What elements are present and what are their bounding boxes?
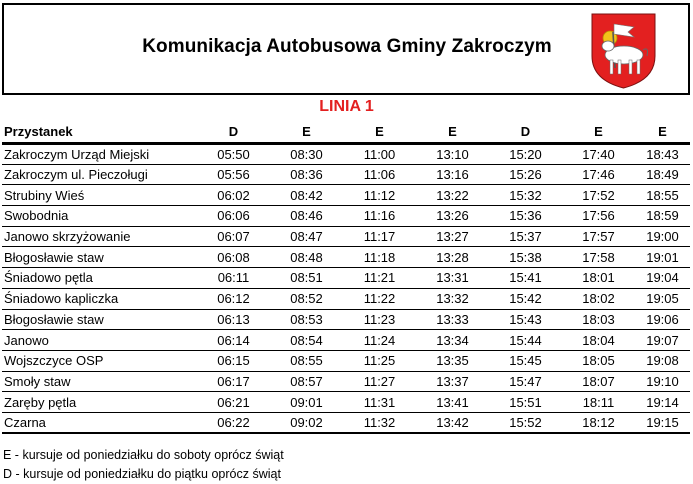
departure-time-cell: 06:21 xyxy=(217,394,250,410)
column-header: E xyxy=(375,124,384,139)
departure-time-cell: 17:58 xyxy=(582,249,615,265)
departure-time-cell: 13:33 xyxy=(436,311,469,327)
departure-time-cell: 18:02 xyxy=(582,291,615,307)
table-row xyxy=(2,288,690,309)
legend xyxy=(3,446,284,484)
departure-time-cell: 06:06 xyxy=(217,208,250,224)
departure-time-cell: 18:59 xyxy=(646,208,679,224)
departure-time-cell: 17:56 xyxy=(582,208,615,224)
departure-time-cell: 11:16 xyxy=(363,208,396,224)
departure-time-cell: 15:42 xyxy=(509,291,542,307)
stop-name-cell: Janowo xyxy=(4,332,49,348)
departure-time-cell: 19:00 xyxy=(646,229,679,245)
departure-time-cell: 15:32 xyxy=(509,187,542,203)
departure-time-cell: 15:52 xyxy=(509,415,542,431)
departure-time-cell: 18:05 xyxy=(582,353,615,369)
stop-name-cell: Błogosławie staw xyxy=(4,311,104,327)
departure-time-cell: 13:22 xyxy=(436,187,469,203)
departure-time-cell: 18:49 xyxy=(646,167,679,183)
table-row xyxy=(2,330,690,351)
departure-time-cell: 08:36 xyxy=(290,167,323,183)
departure-time-cell: 13:10 xyxy=(436,146,469,162)
departure-time-cell: 15:47 xyxy=(509,373,542,389)
departure-time-cell: 11:00 xyxy=(363,146,396,162)
departure-time-cell: 06:17 xyxy=(217,373,250,389)
departure-time-cell: 06:08 xyxy=(217,249,250,265)
departure-time-cell: 18:43 xyxy=(646,146,679,162)
departure-time-cell: 08:51 xyxy=(290,270,323,286)
departure-time-cell: 08:42 xyxy=(290,187,323,203)
stop-name-cell: Śniadowo pętla xyxy=(4,270,93,286)
departure-time-cell: 18:11 xyxy=(582,394,615,410)
departure-time-cell: 19:10 xyxy=(646,373,679,389)
column-header: E xyxy=(658,124,667,139)
departure-time-cell: 09:01 xyxy=(290,394,323,410)
table-row xyxy=(2,247,690,268)
column-header: D xyxy=(520,124,531,139)
departure-time-cell: 11:18 xyxy=(363,249,396,265)
departure-time-cell: 05:50 xyxy=(217,146,250,162)
departure-time-cell: 19:05 xyxy=(646,291,679,307)
departure-time-cell: 11:25 xyxy=(363,353,396,369)
departure-time-cell: 19:08 xyxy=(646,353,679,369)
departure-time-cell: 08:52 xyxy=(290,291,323,307)
departure-time-cell: 18:03 xyxy=(582,311,615,327)
stop-name-cell: Zaręby pętla xyxy=(4,394,77,410)
departure-time-cell: 09:02 xyxy=(290,415,323,431)
departure-time-cell: 08:47 xyxy=(290,229,323,245)
column-header: E xyxy=(594,124,603,139)
stop-name-cell: Zakroczym Urząd Miejski xyxy=(4,146,150,162)
departure-time-cell: 13:32 xyxy=(436,291,469,307)
stop-name-cell: Błogosławie staw xyxy=(4,249,104,265)
table-header-row xyxy=(2,121,690,144)
departure-time-cell: 05:56 xyxy=(217,167,250,183)
table-row xyxy=(2,392,690,413)
departure-time-cell: 08:54 xyxy=(290,332,323,348)
departure-time-cell: 13:34 xyxy=(436,332,469,348)
departure-time-cell: 19:07 xyxy=(646,332,679,348)
departure-time-cell: 15:38 xyxy=(509,249,542,265)
departure-time-cell: 06:11 xyxy=(217,270,250,286)
departure-time-cell: 11:17 xyxy=(363,229,396,245)
departure-time-cell: 17:46 xyxy=(582,167,615,183)
table-row xyxy=(2,185,690,206)
departure-time-cell: 19:01 xyxy=(646,249,679,265)
table-row xyxy=(2,412,690,433)
departure-time-cell: 15:45 xyxy=(509,353,542,369)
departure-time-cell: 18:12 xyxy=(582,415,615,431)
departure-time-cell: 13:28 xyxy=(436,249,469,265)
departure-time-cell: 13:26 xyxy=(436,208,469,224)
departure-time-cell: 11:27 xyxy=(363,373,396,389)
departure-time-cell: 19:14 xyxy=(646,394,679,410)
departure-time-cell: 11:32 xyxy=(363,415,396,431)
departure-time-cell: 06:22 xyxy=(217,415,250,431)
page-title: Komunikacja Autobusowa Gminy Zakroczym xyxy=(142,36,552,57)
table-row xyxy=(2,206,690,227)
departure-time-cell: 08:46 xyxy=(290,208,323,224)
departure-time-cell: 06:02 xyxy=(217,187,250,203)
departure-time-cell: 11:24 xyxy=(363,332,396,348)
stop-name-cell: Zakroczym ul. Pieczoługi xyxy=(4,167,148,183)
table-row xyxy=(2,268,690,289)
line-title: LINIA 1 xyxy=(319,98,374,115)
column-header-stop: Przystanek xyxy=(4,124,73,139)
departure-time-cell: 15:36 xyxy=(509,208,542,224)
departure-time-cell: 15:43 xyxy=(509,311,542,327)
coat-of-arms-icon xyxy=(588,10,659,90)
column-header: D xyxy=(228,124,239,139)
departure-time-cell: 17:40 xyxy=(582,146,615,162)
column-header: E xyxy=(302,124,311,139)
table-row xyxy=(2,371,690,392)
departure-time-cell: 06:14 xyxy=(217,332,250,348)
stop-name-cell: Czarna xyxy=(4,415,46,431)
departure-time-cell: 15:51 xyxy=(509,394,542,410)
departure-time-cell: 06:13 xyxy=(217,311,250,327)
departure-time-cell: 11:12 xyxy=(363,187,396,203)
departure-time-cell: 11:21 xyxy=(363,270,396,286)
departure-time-cell: 13:42 xyxy=(436,415,469,431)
table-row xyxy=(2,144,690,165)
stop-name-cell: Wojszczyce OSP xyxy=(4,353,104,369)
departure-time-cell: 08:55 xyxy=(290,353,323,369)
departure-time-cell: 11:23 xyxy=(363,311,396,327)
departure-time-cell: 11:31 xyxy=(363,394,396,410)
departure-time-cell: 15:20 xyxy=(509,146,542,162)
departure-time-cell: 15:44 xyxy=(509,332,542,348)
departure-time-cell: 06:12 xyxy=(217,291,250,307)
stop-name-cell: Swobodnia xyxy=(4,208,69,224)
column-header: E xyxy=(448,124,457,139)
departure-time-cell: 18:01 xyxy=(582,270,615,286)
departure-time-cell: 18:04 xyxy=(582,332,615,348)
departure-time-cell: 13:41 xyxy=(436,394,469,410)
departure-time-cell: 13:35 xyxy=(436,353,469,369)
table-row xyxy=(2,226,690,247)
departure-time-cell: 06:07 xyxy=(217,229,250,245)
departure-time-cell: 13:31 xyxy=(436,270,469,286)
departure-time-cell: 11:22 xyxy=(363,291,396,307)
departure-time-cell: 08:57 xyxy=(290,373,323,389)
departure-time-cell: 13:16 xyxy=(436,167,469,183)
departure-time-cell: 13:37 xyxy=(436,373,469,389)
departure-time-cell: 19:04 xyxy=(646,270,679,286)
stop-name-cell: Śniadowo kapliczka xyxy=(4,291,119,307)
departure-time-cell: 18:07 xyxy=(582,373,615,389)
stop-name-cell: Strubiny Wieś xyxy=(4,187,85,203)
departure-time-cell: 18:55 xyxy=(646,187,679,203)
departure-time-cell: 15:37 xyxy=(509,229,542,245)
legend-item-e: E - kursuje od poniedziałku do soboty oprócz świąt xyxy=(3,448,284,462)
departure-time-cell: 13:27 xyxy=(436,229,469,245)
departure-time-cell: 08:30 xyxy=(290,146,323,162)
departure-time-cell: 08:53 xyxy=(290,311,323,327)
table-row xyxy=(2,350,690,371)
stop-name-cell: Janowo skrzyżowanie xyxy=(4,229,131,245)
table-row xyxy=(2,309,690,330)
departure-time-cell: 15:26 xyxy=(509,167,542,183)
departure-time-cell: 17:57 xyxy=(582,229,615,245)
departure-time-cell: 11:06 xyxy=(363,167,396,183)
timetable xyxy=(2,121,690,434)
departure-time-cell: 19:06 xyxy=(646,311,679,327)
departure-time-cell: 06:15 xyxy=(217,353,250,369)
departure-time-cell: 15:41 xyxy=(509,270,542,286)
departure-time-cell: 17:52 xyxy=(582,187,615,203)
stop-name-cell: Smoły staw xyxy=(4,373,71,389)
table-row xyxy=(2,164,690,185)
departure-time-cell: 08:48 xyxy=(290,249,323,265)
departure-time-cell: 19:15 xyxy=(646,415,679,431)
legend-item-d: D - kursuje od poniedziałku do piątku oprócz świąt xyxy=(3,467,281,481)
